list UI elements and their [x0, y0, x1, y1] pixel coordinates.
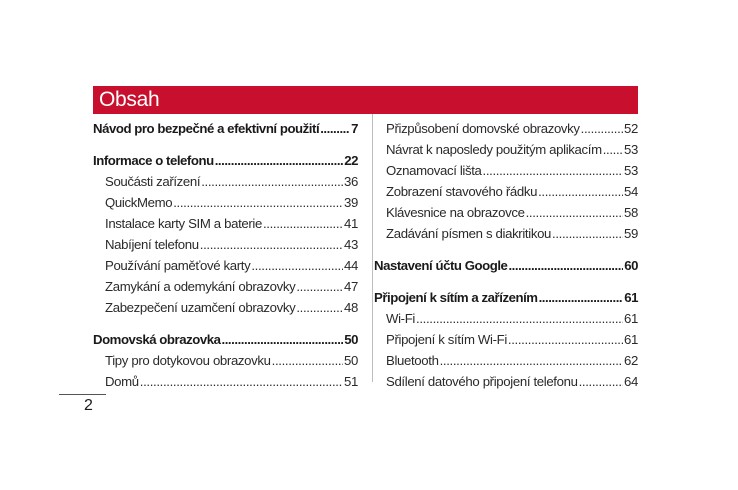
toc-leader-dots [296, 297, 343, 318]
page-number-rule [59, 394, 106, 395]
toc-subsection-entry[interactable] [374, 160, 638, 181]
toc-leader-dots [483, 160, 623, 181]
toc-leader-dots [538, 181, 623, 202]
toc-subsection-entry[interactable] [374, 350, 638, 371]
toc-entry-page: 48 [344, 300, 358, 315]
toc-header-bar [93, 86, 638, 114]
toc-leader-dots [272, 350, 343, 371]
toc-leader-dots [440, 350, 623, 371]
toc-title: Obsah [99, 88, 160, 111]
toc-entry-page: 61 [624, 332, 638, 347]
toc-entry-page: 44 [344, 258, 358, 273]
toc-entry-title: Nabíjení telefonu [105, 237, 199, 252]
toc-entry-page: 58 [624, 205, 638, 220]
toc-leader-dots [579, 371, 623, 392]
toc-leader-dots [603, 139, 623, 160]
toc-leader-dots [581, 118, 623, 139]
toc-leader-dots [215, 150, 344, 171]
toc-entry-title: Zamykání a odemykání obrazovky [105, 279, 296, 294]
toc-entry-title: Domů [105, 374, 139, 389]
toc-subsection-entry[interactable] [93, 276, 358, 297]
toc-subsection-entry[interactable] [374, 223, 638, 244]
toc-entry-page: 50 [344, 332, 358, 347]
toc-leader-dots [508, 255, 623, 276]
toc-entry-title: QuickMemo [105, 195, 173, 210]
toc-leader-dots [263, 213, 343, 234]
toc-subsection-entry[interactable] [93, 213, 358, 234]
toc-subsection-entry[interactable] [374, 118, 638, 139]
toc-entry-title: Zadávání písmen s diakritikou [386, 226, 552, 241]
toc-subsection-entry[interactable] [93, 192, 358, 213]
toc-entry-page: 7 [351, 121, 358, 136]
toc-leader-dots [200, 234, 343, 255]
toc-leader-dots [526, 202, 623, 223]
toc-entry-page: 43 [344, 237, 358, 252]
toc-leader-dots [222, 329, 344, 350]
toc-entry-title: Zobrazení stavového řádku [386, 184, 538, 199]
toc-entry-title: Oznamovací lišta [386, 163, 482, 178]
toc-entry-page: 39 [344, 195, 358, 210]
toc-entry-page: 61 [624, 290, 638, 305]
toc-section-entry[interactable] [374, 287, 638, 308]
toc-entry-page: 50 [344, 353, 358, 368]
page-number: 2 [84, 397, 93, 414]
toc-leader-dots [416, 308, 623, 329]
toc-entry-page: 51 [344, 374, 358, 389]
toc-entry-title: Sdílení datového připojení telefonu [386, 374, 578, 389]
toc-entry-page: 59 [624, 226, 638, 241]
toc-entry-page: 52 [624, 121, 638, 136]
toc-entry-title: Informace o telefonu [93, 153, 214, 168]
toc-right-column [374, 118, 638, 392]
toc-leader-dots [539, 287, 624, 308]
toc-entry-title: Wi-Fi [386, 311, 416, 326]
toc-leader-dots [251, 255, 343, 276]
toc-leader-dots [296, 276, 343, 297]
toc-subsection-entry[interactable] [93, 297, 358, 318]
toc-entry-title: Tipy pro dotykovou obrazovku [105, 353, 271, 368]
toc-entry-page: 61 [624, 311, 638, 326]
toc-subsection-entry[interactable] [93, 371, 358, 392]
toc-leader-dots [173, 192, 343, 213]
toc-section-entry[interactable] [374, 255, 638, 276]
toc-entry-title: Používání paměťové karty [105, 258, 251, 273]
toc-leader-dots [201, 171, 343, 192]
toc-subsection-entry[interactable] [93, 234, 358, 255]
toc-leader-dots [552, 223, 623, 244]
toc-entry-page: 60 [624, 258, 638, 273]
column-divider [372, 114, 373, 382]
toc-entry-title: Návrat k naposledy použitým aplikacím [386, 142, 602, 157]
toc-entry-title: Přizpůsobení domovské obrazovky [386, 121, 580, 136]
toc-subsection-entry[interactable] [374, 329, 638, 350]
toc-entry-title: Připojení k sítím Wi-Fi [386, 332, 507, 347]
toc-entry-page: 22 [344, 153, 358, 168]
toc-subsection-entry[interactable] [93, 171, 358, 192]
toc-entry-page: 53 [624, 163, 638, 178]
toc-subsection-entry[interactable] [93, 350, 358, 371]
toc-entry-page: 62 [624, 353, 638, 368]
toc-leader-dots [508, 329, 623, 350]
toc-subsection-entry[interactable] [374, 181, 638, 202]
toc-entry-page: 64 [624, 374, 638, 389]
toc-subsection-entry[interactable] [374, 371, 638, 392]
toc-section-entry[interactable] [93, 118, 358, 139]
toc-entry-title: Návod pro bezpečné a efektivní použití [93, 121, 320, 136]
toc-entry-page: 47 [344, 279, 358, 294]
toc-entry-page: 54 [624, 184, 638, 199]
toc-entry-page: 41 [344, 216, 358, 231]
toc-entry-page: 36 [344, 174, 358, 189]
toc-entry-title: Připojení k sítím a zařízením [374, 290, 538, 305]
toc-entry-title: Instalace karty SIM a baterie [105, 216, 262, 231]
toc-leader-dots [320, 118, 350, 139]
toc-section-entry[interactable] [93, 329, 358, 350]
toc-entry-title: Bluetooth [386, 353, 439, 368]
toc-subsection-entry[interactable] [374, 202, 638, 223]
toc-subsection-entry[interactable] [93, 255, 358, 276]
toc-section-entry[interactable] [93, 150, 358, 171]
toc-entry-title: Nastavení účtu Google [374, 258, 508, 273]
toc-subsection-entry[interactable] [374, 308, 638, 329]
toc-entry-page: 53 [624, 142, 638, 157]
toc-entry-title: Klávesnice na obrazovce [386, 205, 525, 220]
toc-entry-title: Domovská obrazovka [93, 332, 221, 347]
toc-entry-title: Zabezpečení uzamčení obrazovky [105, 300, 296, 315]
toc-leader-dots [140, 371, 343, 392]
toc-subsection-entry[interactable] [374, 139, 638, 160]
toc-left-column [93, 118, 358, 392]
toc-entry-title: Součásti zařízení [105, 174, 201, 189]
